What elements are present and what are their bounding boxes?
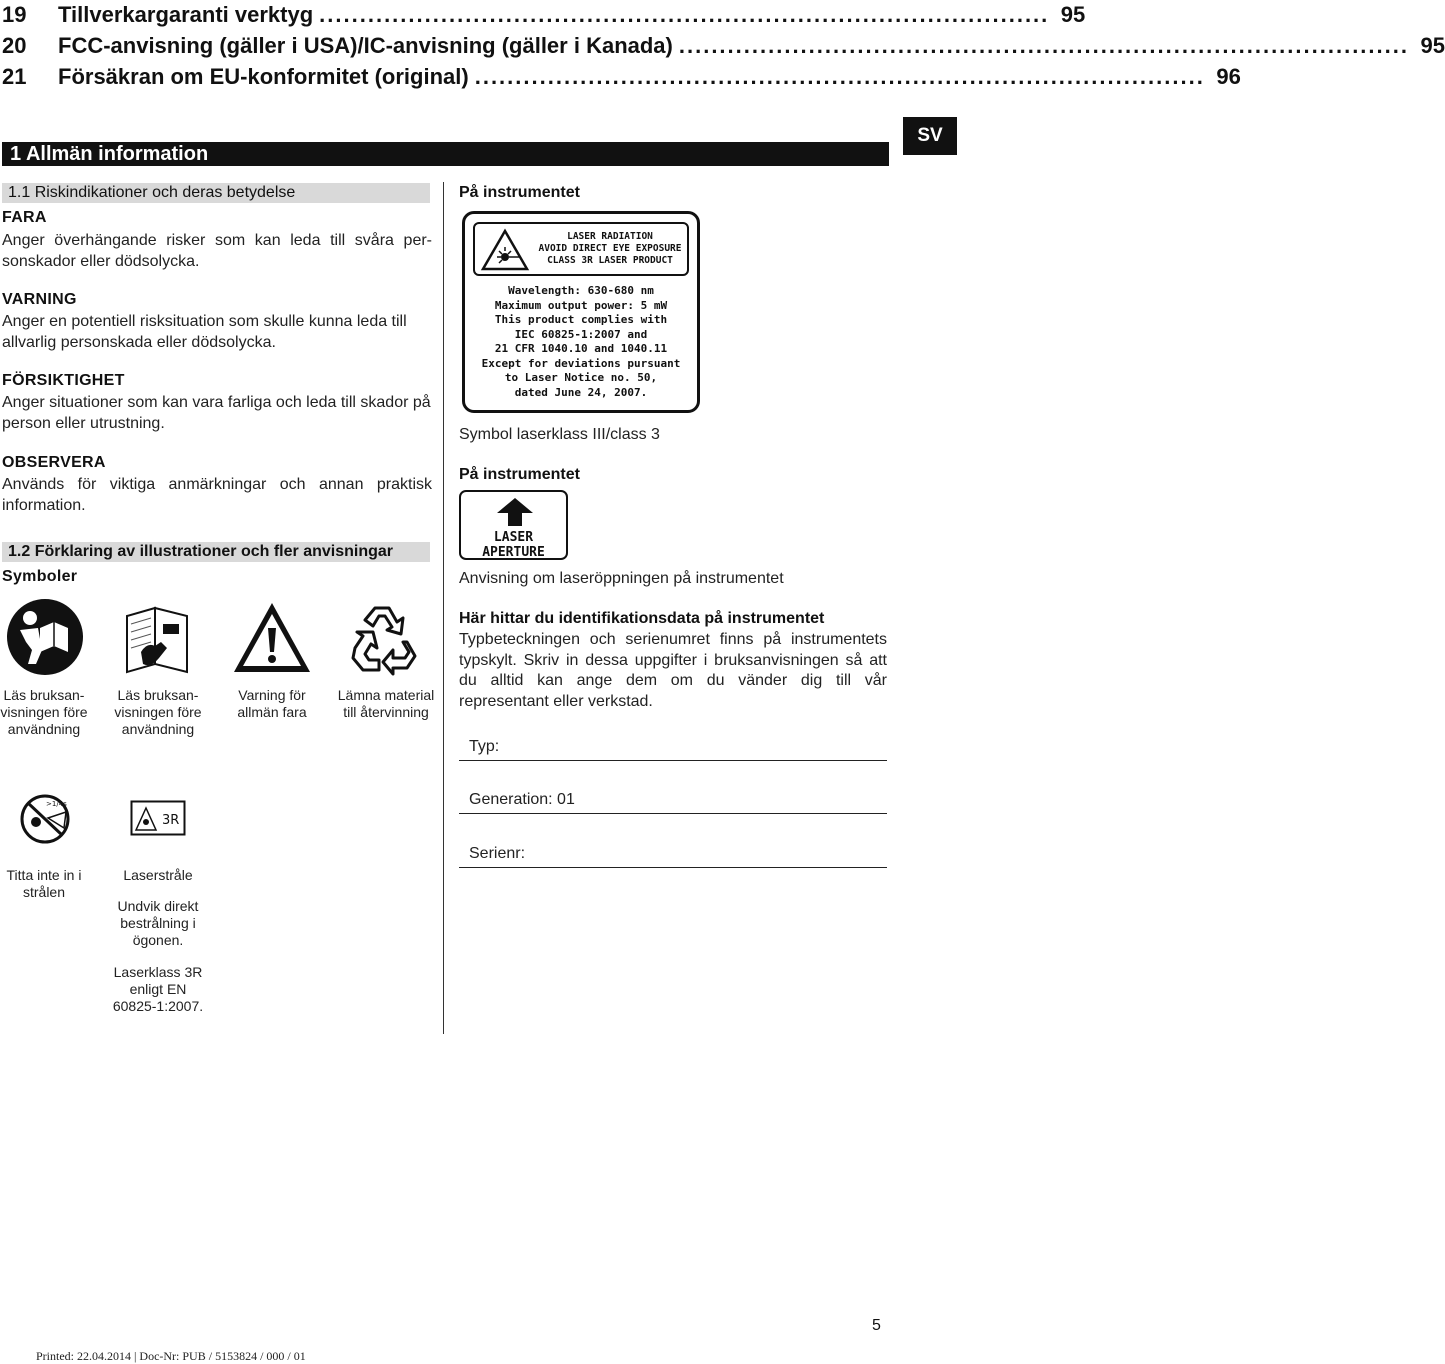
risk-text-varning: Anger en potentiell risksituation som skulle kunna leda till allvarlig personskada eller dödsolycka. xyxy=(2,313,407,351)
toc-dot-leader: .......................................................................................... xyxy=(678,33,1409,58)
laser-label-line: dated June 24, 2007. xyxy=(514,385,648,399)
risk-text-observera: Används för viktiga anmärkningar och annan praktisk information. xyxy=(2,476,432,514)
toc-page: 96 xyxy=(1216,64,1241,89)
section-heading-1-2: 1.2 Förklaring av illustrationer och fler anvisningar xyxy=(2,542,430,562)
aperture-text: LASER APERTURE xyxy=(482,530,545,560)
toc-row-21[interactable] xyxy=(2,64,1241,94)
symbol-caption: Lämna material till återvinning xyxy=(337,687,435,720)
read-manual-icon xyxy=(6,598,84,681)
laser-label-line: IEC 60825-1:2007 and xyxy=(514,327,648,341)
laser-aperture-label xyxy=(459,490,568,560)
laser-label-line: LASER RADIATION xyxy=(567,231,653,242)
serial-number-field[interactable]: Serienr: xyxy=(459,845,887,868)
laser-label-line: to Laser Notice no. 50, xyxy=(504,371,658,384)
risk-label-observera: OBSERVERA xyxy=(2,454,106,471)
toc-page: 95 xyxy=(1060,2,1086,27)
toc-dot-leader: .......................................................................................... xyxy=(474,64,1205,89)
type-field[interactable]: Typ: xyxy=(459,738,887,761)
toc-title: FCC-anvisning (gäller i USA)/IC-anvisning (gäller i Kanada) xyxy=(58,33,673,58)
manual-book-icon xyxy=(121,602,193,679)
laser-class-icon xyxy=(130,800,186,841)
toc-dot-leader: .......................................................................................... xyxy=(319,2,1050,27)
laser-label-line: 21 CFR 1040.10 and 1040.11 xyxy=(494,342,668,355)
print-footer: Printed: 22.04.2014 | Doc-Nr: PUB / 5153824 / 000 / 01 xyxy=(36,1349,306,1363)
ident-text: Typbeteckningen och serienumret finns på instrumentets typskylt. Skriv in dessa uppgifter i bruksanvisningen så att du alltid kan ange dem om du vänder dig till vår representant eller verkstad. xyxy=(459,631,887,710)
aperture-caption: Anvisning om laseröppningen på instrumentet xyxy=(459,570,784,587)
symbol-caption: Undvik direkt bestrålning i ögonen. xyxy=(117,898,199,948)
laser-warning-label xyxy=(462,211,700,413)
laser-starburst-icon xyxy=(481,229,529,271)
arrow-up-icon xyxy=(495,497,535,527)
recycle-icon xyxy=(345,598,427,683)
symbols-subheading: Symboler xyxy=(2,568,78,585)
chapter-title: 1 Allmän information xyxy=(2,142,889,166)
symbol-caption: Laserstråle xyxy=(123,867,193,883)
laser-label-line: AVOID DIRECT EYE EXPOSURE xyxy=(538,243,682,254)
symbol-caption: Läs bruksanvisningen före användning xyxy=(0,687,88,737)
laser-class-caption: Symbol laserklass III/class 3 xyxy=(459,426,660,443)
page-number: 5 xyxy=(872,1317,881,1334)
toc-page: 95 xyxy=(1420,33,1445,58)
symbol-caption: Varning för allmän fara xyxy=(237,687,307,720)
generation-field[interactable]: Generation: 01 xyxy=(459,791,887,814)
laser-label-line: Wavelength: 630-680 nm xyxy=(508,284,654,297)
language-tab: SV xyxy=(903,117,957,155)
risk-label-varning: VARNING xyxy=(2,291,77,308)
toc-number: 20 xyxy=(2,33,27,58)
no-stare-laser-icon xyxy=(16,794,74,849)
section-heading-1-1: 1.1 Riskindikationer och deras betydelse xyxy=(2,183,430,203)
laser-label-line: Except for deviations pursuant xyxy=(481,356,681,370)
on-instrument-heading: På instrumentet xyxy=(459,466,580,483)
symbol-caption: Läs bruksanvisningen före användning xyxy=(114,687,202,737)
toc-title: Försäkran om EU-konformitet (original) xyxy=(58,64,469,89)
toc-number: 19 xyxy=(2,2,27,27)
warning-triangle-icon xyxy=(231,600,313,681)
symbol-caption: Laserklass 3R enligt EN 60825-1:2007. xyxy=(112,964,204,1014)
risk-text-fara: Anger överhängande risker som kan leda till svåra personskador eller dödsolycka. xyxy=(2,232,432,270)
laser-label-line: CLASS 3R LASER PRODUCT xyxy=(547,255,673,266)
toc-number: 21 xyxy=(2,64,27,89)
risk-text-forsiktighet: Anger situationer som kan vara farliga och leda till skador på person eller utrustning. xyxy=(2,394,431,432)
laser-class-icon-text: 3R xyxy=(162,813,180,828)
no-stare-icon-text: >1/4s xyxy=(46,800,67,808)
on-instrument-heading: På instrumentet xyxy=(459,184,580,201)
toc-row-19[interactable] xyxy=(2,2,1086,32)
laser-label-top-box xyxy=(473,222,689,276)
risk-label-fara: FARA xyxy=(2,209,47,226)
risk-label-forsiktighet: FÖRSIKTIGHET xyxy=(2,372,125,389)
laser-label-line: Maximum output power: 5 mW xyxy=(494,298,668,312)
toc-row-20[interactable] xyxy=(2,33,1445,63)
laser-label-line: This product complies with xyxy=(494,313,668,326)
symbol-caption: Titta inte in i strålen xyxy=(6,867,82,900)
ident-heading: Här hittar du identifikationsdata på instrumentet xyxy=(459,610,825,627)
column-divider xyxy=(443,182,444,1034)
toc-title: Tillverkargaranti verktyg xyxy=(58,2,314,27)
